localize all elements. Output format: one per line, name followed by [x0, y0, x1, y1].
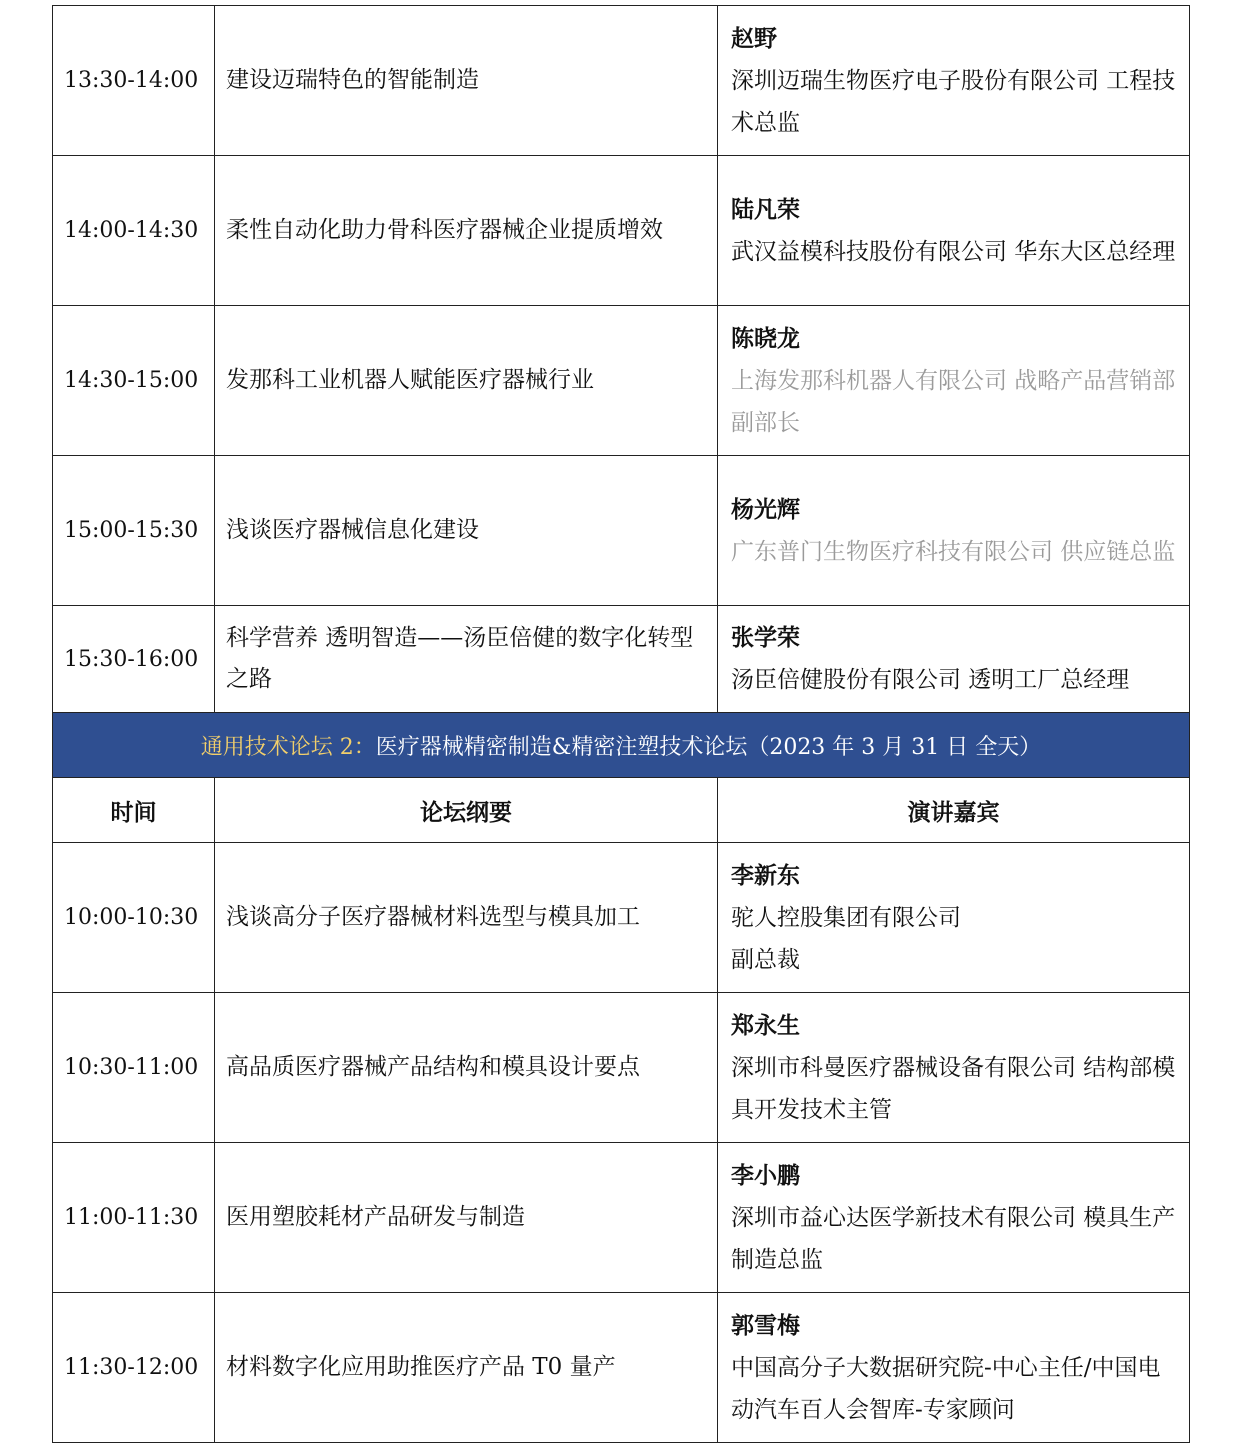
speaker-cell [718, 1293, 1190, 1443]
speaker-name: 郑永生 [731, 1011, 800, 1039]
session-topic: 医用塑胶耗材产品研发与制造 [215, 1143, 718, 1293]
session-topic: 浅谈医疗器械信息化建设 [215, 456, 718, 606]
session-time: 10:00-10:30 [53, 843, 215, 993]
speaker-cell [718, 6, 1190, 156]
speaker-affiliation: 驼人控股集团有限公司 [731, 904, 961, 931]
speaker-affiliation: 汤臣倍健股份有限公司 透明工厂总经理 [731, 667, 1130, 693]
speaker-name: 郭雪梅 [731, 1311, 800, 1339]
speaker-affiliation: 广东普门生物医疗科技有限公司 供应链总监 [731, 538, 1176, 565]
session-topic: 柔性自动化助力骨科医疗器械企业提质增效 [215, 156, 718, 306]
session-time: 10:30-11:00 [53, 993, 215, 1143]
table-row [53, 993, 1190, 1143]
speaker-name: 赵野 [731, 24, 777, 52]
speaker-title: 副总裁 [731, 946, 800, 973]
speaker-affiliation: 深圳市科曼医疗器械设备有限公司 结构部模具开发技术主管 [731, 1054, 1176, 1123]
session-topic: 发那科工业机器人赋能医疗器械行业 [215, 306, 718, 456]
header-topic: 论坛纲要 [215, 778, 718, 843]
forum-banner-cell [53, 713, 1190, 778]
speaker-affiliation: 深圳迈瑞生物医疗电子股份有限公司 工程技术总监 [731, 67, 1176, 136]
speaker-name: 陆凡荣 [731, 195, 800, 223]
forum-label: 通用技术论坛 2： [200, 734, 376, 760]
speaker-affiliation: 上海发那科机器人有限公司 战略产品营销部副部长 [731, 367, 1176, 436]
table-row [53, 1293, 1190, 1443]
session-time: 15:00-15:30 [53, 456, 215, 606]
session-time: 15:30-16:00 [53, 606, 215, 713]
speaker-cell [718, 1143, 1190, 1293]
speaker-name: 张学荣 [731, 624, 800, 651]
table-row [53, 156, 1190, 306]
session-time: 11:00-11:30 [53, 1143, 215, 1293]
table-row [53, 6, 1190, 156]
speaker-cell [718, 606, 1190, 713]
speaker-name: 陈晓龙 [731, 324, 800, 352]
table-row [53, 843, 1190, 993]
session-time: 13:30-14:00 [53, 6, 215, 156]
speaker-name: 李新东 [731, 861, 800, 889]
speaker-affiliation: 中国高分子大数据研究院-中心主任/中国电动汽车百人会智库-专家顾问 [731, 1354, 1161, 1423]
session-topic: 浅谈高分子医疗器械材料选型与模具加工 [215, 843, 718, 993]
session-time: 14:00-14:30 [53, 156, 215, 306]
speaker-name: 李小鹏 [731, 1161, 800, 1189]
session-topic: 材料数字化应用助推医疗产品 T0 量产 [215, 1293, 718, 1443]
header-speaker: 演讲嘉宾 [718, 778, 1190, 843]
speaker-cell [718, 456, 1190, 606]
speaker-affiliation: 深圳市益心达医学新技术有限公司 模具生产制造总监 [731, 1204, 1176, 1273]
forum-banner [53, 713, 1190, 778]
agenda-table [52, 5, 1190, 1443]
forum-title: 医疗器械精密制造&精密注塑技术论坛（2023 年 3 月 31 日 全天） [375, 734, 1042, 760]
speaker-cell [718, 156, 1190, 306]
speaker-cell [718, 843, 1190, 993]
table-row [53, 306, 1190, 456]
speaker-affiliation: 武汉益模科技股份有限公司 华东大区总经理 [731, 238, 1176, 265]
session-topic: 高品质医疗器械产品结构和模具设计要点 [215, 993, 718, 1143]
header-time: 时间 [53, 778, 215, 843]
table-header [53, 778, 1190, 843]
speaker-cell [718, 993, 1190, 1143]
table-row [53, 456, 1190, 606]
table-row [53, 606, 1190, 713]
speaker-name: 杨光辉 [731, 495, 800, 523]
session-topic: 建设迈瑞特色的智能制造 [215, 6, 718, 156]
session-time: 11:30-12:00 [53, 1293, 215, 1443]
session-topic: 科学营养 透明智造——汤臣倍健的数字化转型之路 [215, 606, 718, 713]
table-row [53, 1143, 1190, 1293]
session-time: 14:30-15:00 [53, 306, 215, 456]
speaker-cell [718, 306, 1190, 456]
